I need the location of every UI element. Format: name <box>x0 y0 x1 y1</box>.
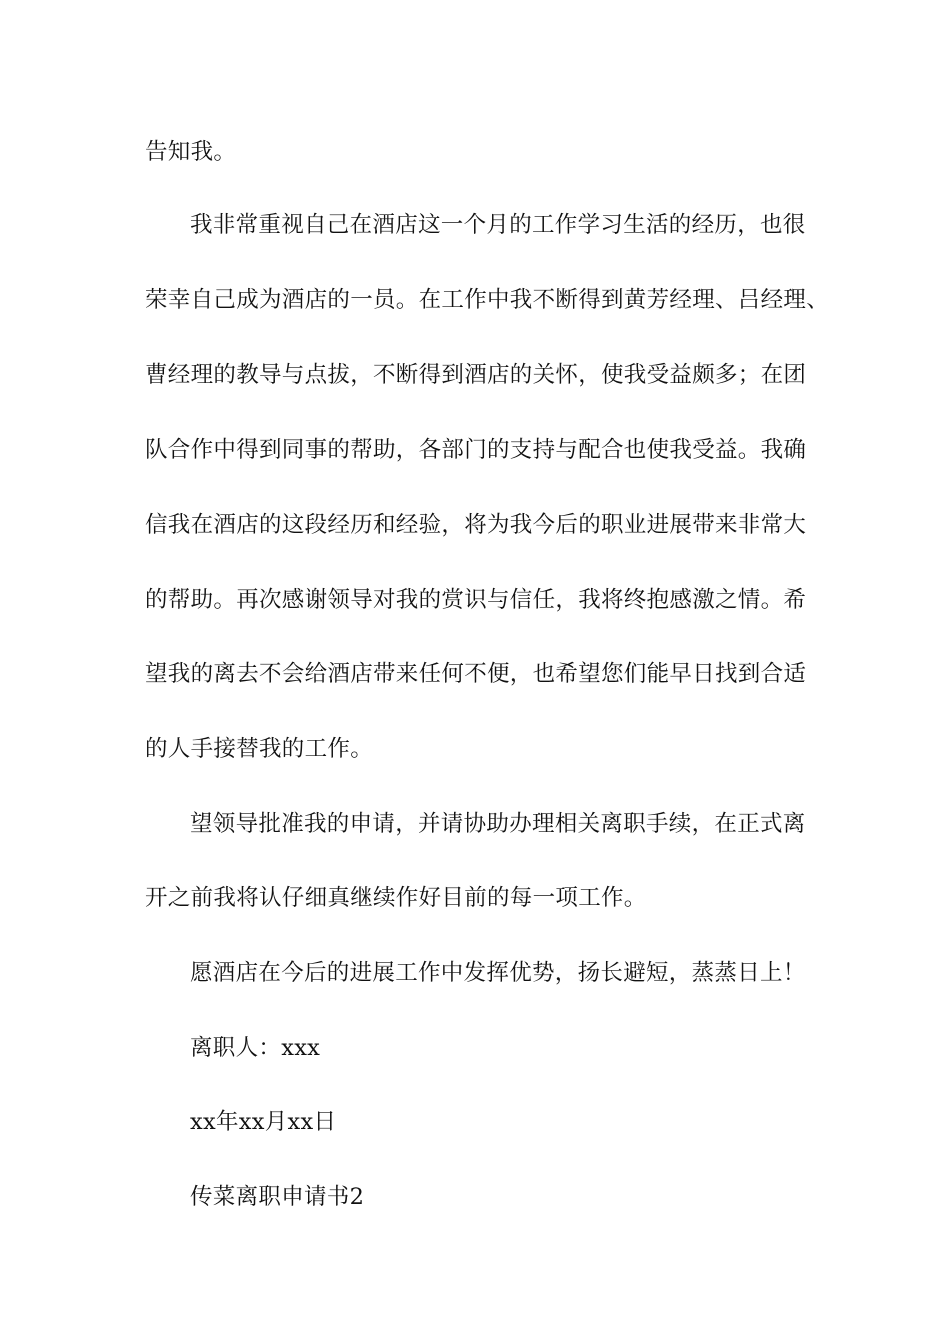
body-text-line: 告知我。 <box>145 139 237 165</box>
closing-wish: 愿酒店在今后的进展工作中发挥优势，扬长避短，蒸蒸日上！ <box>190 960 806 986</box>
body-text-line: 的人手接替我的工作。 <box>145 736 374 762</box>
body-text-line: 队合作中得到同事的帮助，各部门的支持与配合也使我受益。我确 <box>145 437 807 463</box>
date-line: xx年xx月xx日 <box>190 1109 337 1135</box>
next-section-title: 传菜离职申请书2 <box>190 1184 365 1210</box>
signature-line: 离职人：xxx <box>190 1035 321 1061</box>
paragraph-first-line: 我非常重视自己在酒店这一个月的工作学习生活的经历，也很 <box>190 212 806 238</box>
body-text-line: 望我的离去不会给酒店带来任何不便，也希望您们能早日找到合适 <box>145 661 807 687</box>
body-text-line: 开之前我将认仔细真继续作好目前的每一项工作。 <box>145 885 647 911</box>
paragraph-first-line: 望领导批准我的申请，并请协助办理相关离职手续，在正式离 <box>190 811 806 837</box>
body-text-line: 的帮助。再次感谢领导对我的赏识与信任，我将终抱感激之情。希 <box>145 587 807 613</box>
body-text-line: 荣幸自己成为酒店的一员。在工作中我不断得到黄芳经理、吕经理、 <box>145 287 830 313</box>
body-text-line: 曹经理的教导与点拔，不断得到酒店的关怀，使我受益颇多；在团 <box>145 362 807 388</box>
body-text-line: 信我在酒店的这段经历和经验，将为我今后的职业进展带来非常大 <box>145 512 807 538</box>
